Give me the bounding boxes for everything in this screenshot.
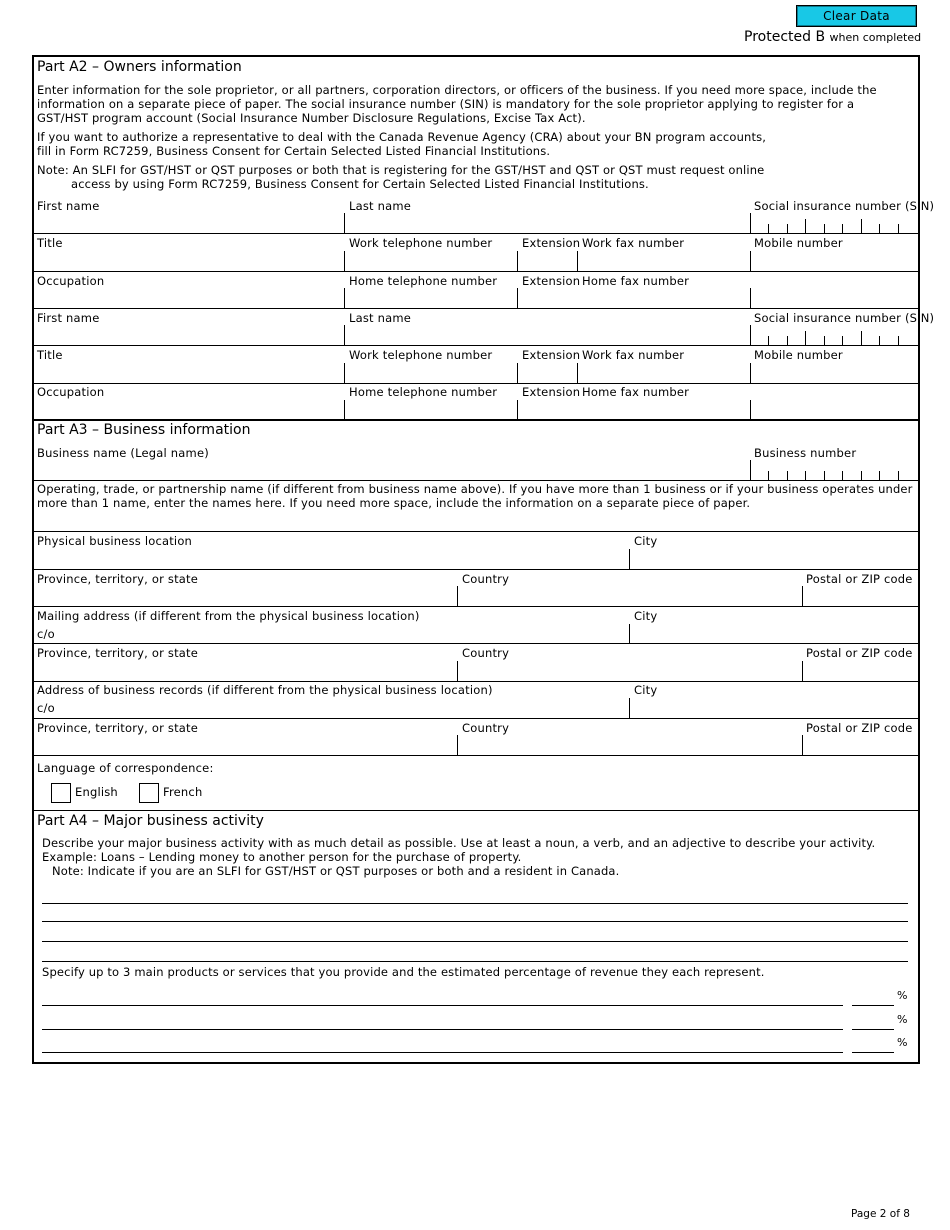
owner1-extension1-label: Extension bbox=[522, 236, 581, 250]
owner2-occupation-label: Occupation bbox=[37, 385, 105, 399]
owner2-work-phone-label: Work telephone number bbox=[349, 348, 493, 362]
part-a2-rep-line2: fill in Form RC7259, Business Consent for Certain Selected Listed Financial Institutions. bbox=[37, 144, 551, 158]
product-line-2[interactable] bbox=[42, 1029, 843, 1030]
part-a2-rep-line1: If you want to authorize a representative to deal with the Canada Revenue Agency (CRA) about your BN program accounts, bbox=[37, 130, 767, 144]
mailing-address-label: Mailing address (if different from the physical business location) bbox=[37, 609, 420, 623]
records-city-label: City bbox=[634, 683, 658, 697]
part-a3-title: Part A3 – Business information bbox=[37, 422, 251, 438]
owner1-work-fax-label: Work fax number bbox=[582, 236, 685, 250]
a4-example-text: Example: Loans – Lending money to another person for the purchase of property. bbox=[42, 850, 522, 864]
a4-specify-text: Specify up to 3 main products or services that you provide and the estimated percentage of revenue they each represent. bbox=[42, 965, 765, 979]
french-label: French bbox=[163, 785, 203, 799]
owner1-work-phone-label: Work telephone number bbox=[349, 236, 493, 250]
business-name-label: Business name (Legal name) bbox=[37, 446, 209, 460]
language-label: Language of correspondence: bbox=[37, 761, 214, 775]
percent-line-1[interactable] bbox=[852, 1005, 894, 1006]
physical-province-label: Province, territory, or state bbox=[37, 572, 199, 586]
percent-sign-2: % bbox=[897, 1013, 908, 1026]
clear-data-button[interactable]: Clear Data bbox=[796, 5, 917, 27]
records-co-label: c/o bbox=[37, 701, 55, 715]
activity-line-2[interactable] bbox=[42, 921, 908, 922]
french-checkbox[interactable] bbox=[139, 783, 159, 803]
percent-line-2[interactable] bbox=[852, 1029, 894, 1030]
owner2-mobile-label: Mobile number bbox=[754, 348, 843, 362]
physical-postal-label: Postal or ZIP code bbox=[806, 572, 913, 586]
owner2-sin-label: Social insurance number (SIN) bbox=[754, 311, 935, 325]
owner1-extension2-label: Extension bbox=[522, 274, 581, 288]
owner2-extension2-label: Extension bbox=[522, 385, 581, 399]
business-number-label: Business number bbox=[754, 446, 857, 460]
english-label: English bbox=[75, 785, 118, 799]
percent-line-3[interactable] bbox=[852, 1052, 894, 1053]
owner1-title-label: Title bbox=[37, 236, 63, 250]
protected-main: Protected B bbox=[744, 29, 826, 45]
records-postal-label: Postal or ZIP code bbox=[806, 721, 913, 735]
owner2-title-label: Title bbox=[37, 348, 63, 362]
owner1-last-name-label: Last name bbox=[349, 199, 412, 213]
activity-line-1[interactable] bbox=[42, 903, 908, 904]
mailing-province-label: Province, territory, or state bbox=[37, 646, 199, 660]
percent-sign-1: % bbox=[897, 989, 908, 1002]
part-a2-intro: Enter information for the sole proprietor, or all partners, corporation directors, or officers of the business. If you need more space, include the information on a separate piece of paper. The social insurance number (SIN) is mandatory for the sole proprietor applying to register for a GST/HST program account (Social Insurance Number Disclosure Regulations, Excise Tax Act). bbox=[37, 83, 877, 125]
part-a2-title: Part A2 – Owners information bbox=[37, 59, 242, 75]
activity-line-4[interactable] bbox=[42, 961, 908, 962]
activity-line-3[interactable] bbox=[42, 941, 908, 942]
part-a2-note-line2: access by using Form RC7259, Business Consent for Certain Selected Listed Financial Institutions. bbox=[71, 177, 649, 191]
part-a4-title: Part A4 – Major business activity bbox=[37, 813, 264, 829]
physical-country-label: Country bbox=[462, 572, 510, 586]
protected-sub: when completed bbox=[829, 31, 922, 44]
owner2-work-fax-label: Work fax number bbox=[582, 348, 685, 362]
owner2-home-fax-label: Home fax number bbox=[582, 385, 690, 399]
owner2-first-name-label: First name bbox=[37, 311, 100, 325]
page-number: Page 2 of 8 bbox=[851, 1208, 910, 1220]
records-address-label: Address of business records (if different from the physical business location) bbox=[37, 683, 493, 697]
physical-location-label: Physical business location bbox=[37, 534, 193, 548]
a4-describe-text: Describe your major business activity with as much detail as possible. Use at least a noun, a verb, and an adjective to describe your activity. bbox=[42, 836, 876, 850]
mailing-country-label: Country bbox=[462, 646, 510, 660]
records-country-label: Country bbox=[462, 721, 510, 735]
percent-sign-3: % bbox=[897, 1036, 908, 1049]
product-line-1[interactable] bbox=[42, 1005, 843, 1006]
owner1-home-phone-label: Home telephone number bbox=[349, 274, 498, 288]
part-a2-note-line1: Note: An SLFI for GST/HST or QST purposes or both that is registering for the GST/HST and QST or QST must request online bbox=[37, 163, 765, 177]
english-checkbox[interactable] bbox=[51, 783, 71, 803]
product-line-3[interactable] bbox=[42, 1052, 843, 1053]
owner2-home-phone-label: Home telephone number bbox=[349, 385, 498, 399]
physical-city-label: City bbox=[634, 534, 658, 548]
form-frame bbox=[32, 55, 935, 1064]
mailing-city-label: City bbox=[634, 609, 658, 623]
owner2-extension1-label: Extension bbox=[522, 348, 581, 362]
mailing-co-label: c/o bbox=[37, 627, 55, 641]
owner1-occupation-label: Occupation bbox=[37, 274, 105, 288]
owner1-home-fax-label: Home fax number bbox=[582, 274, 690, 288]
operating-name-label: Operating, trade, or partnership name (if different from business name above). If you have more than 1 business or if your business operates under more than 1 name, enter the names here. If you need more space, include the information on a separate piece of paper. bbox=[37, 482, 913, 510]
records-province-label: Province, territory, or state bbox=[37, 721, 199, 735]
a4-note-text: Note: Indicate if you are an SLFI for GST/HST or QST purposes or both and a resident in Canada. bbox=[52, 864, 620, 878]
mailing-postal-label: Postal or ZIP code bbox=[806, 646, 913, 660]
owner2-last-name-label: Last name bbox=[349, 311, 412, 325]
protected-b-label bbox=[744, 29, 921, 45]
owner1-sin-label: Social insurance number (SIN) bbox=[754, 199, 935, 213]
owner1-first-name-label: First name bbox=[37, 199, 100, 213]
owner1-mobile-label: Mobile number bbox=[754, 236, 843, 250]
